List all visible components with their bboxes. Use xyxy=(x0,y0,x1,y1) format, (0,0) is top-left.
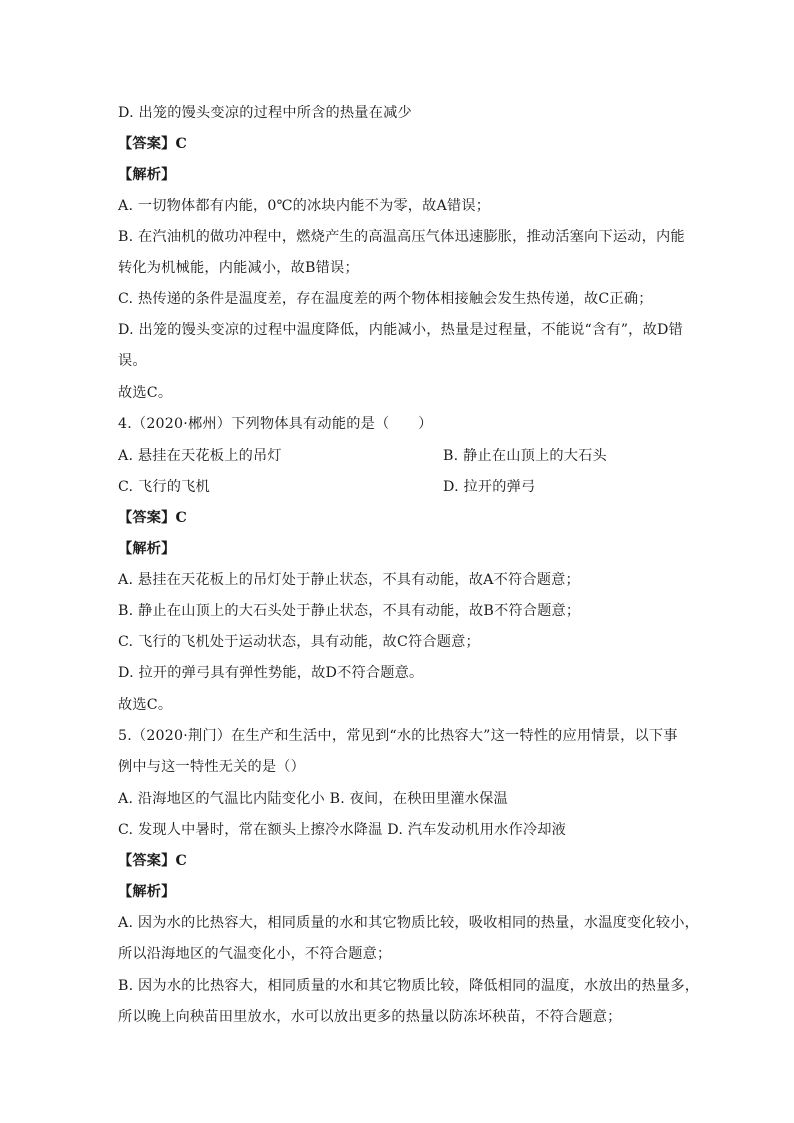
analysis-line: 所以沿海地区的气温变化小，不符合题意； xyxy=(118,946,392,962)
answer-label: 【答案】C xyxy=(118,853,188,869)
analysis-line: C. 飞行的飞机处于运动状态，具有动能，故C符合题意； xyxy=(118,634,480,650)
analysis-line: C. 热传递的条件是温度差，存在温度差的两个物体相接触会发生热传递，故C正确； xyxy=(118,291,653,307)
question-5: 5.（2020·荆门）在生产和生活中，常见到“水的比热容大”这一特性的应用情景，以下事 xyxy=(118,728,678,744)
answer-label: 【答案】C xyxy=(118,136,188,152)
option-b: B. 静止在山顶上的大石头 xyxy=(443,448,607,464)
analysis-label: 【解析】 xyxy=(118,884,176,900)
analysis-line: B. 在汽油机的做功冲程中，燃烧产生的高温高压气体迅速膨胀，推动活塞向下运动，内能 xyxy=(118,229,685,245)
analysis-label: 【解析】 xyxy=(118,167,176,183)
option-d: D. 拉开的弹弓 xyxy=(443,479,536,495)
analysis-line: 误。 xyxy=(118,353,147,369)
analysis-line: A. 悬挂在天花板上的吊灯处于静止状态，不具有动能，故A不符合题意； xyxy=(118,572,580,588)
question-5-cont: 例中与这一特性无关的是（） xyxy=(118,759,306,775)
conclusion-line: 故选C。 xyxy=(118,385,173,401)
option-c: C. 飞行的飞机 xyxy=(118,479,210,495)
analysis-line: A. 因为水的比热容大，相同质量的水和其它物质比较，吸收相同的热量，水温度变化较小， xyxy=(118,915,699,931)
analysis-label: 【解析】 xyxy=(118,541,176,557)
analysis-line: B. 静止在山顶上的大石头处于静止状态，不具有动能，故B不符合题意； xyxy=(118,603,581,619)
options-ab: A. 沿海地区的气温比内陆变化小 B. 夜间，在秧田里灌水保温 xyxy=(118,791,508,807)
analysis-line: 所以晚上向秧苗田里放水，水可以放出更多的热量以防冻坏秧苗，不符合题意； xyxy=(118,1009,622,1025)
option-a: A. 悬挂在天花板上的吊灯 xyxy=(118,448,282,464)
analysis-line: D. 出笼的馒头变凉的过程中温度降低，内能减小，热量是过程量，不能说“含有”，故D错 xyxy=(118,322,683,338)
analysis-line: D. 拉开的弹弓具有弹性势能，故D不符合题意。 xyxy=(118,665,424,681)
analysis-line: B. 因为水的比热容大，相同质量的水和其它物质比较，降低相同的温度，水放出的热量多， xyxy=(118,978,700,994)
option-d-prev: D. 出笼的馒头变凉的过程中所含的热量在减少 xyxy=(118,105,412,121)
answer-label: 【答案】C xyxy=(118,510,188,526)
conclusion-line: 故选C。 xyxy=(118,697,173,713)
options-cd: C. 发现人中暑时，常在额头上擦冷水降温 D. 汽车发动机用水作冷却液 xyxy=(118,822,567,838)
analysis-line: 转化为机械能，内能减小，故B错误； xyxy=(118,260,359,276)
analysis-line: A. 一切物体都有内能，0℃的冰块内能不为零，故A错误； xyxy=(118,198,491,214)
question-4: 4.（2020·郴州）下列物体具有动能的是（ ） xyxy=(118,416,433,432)
